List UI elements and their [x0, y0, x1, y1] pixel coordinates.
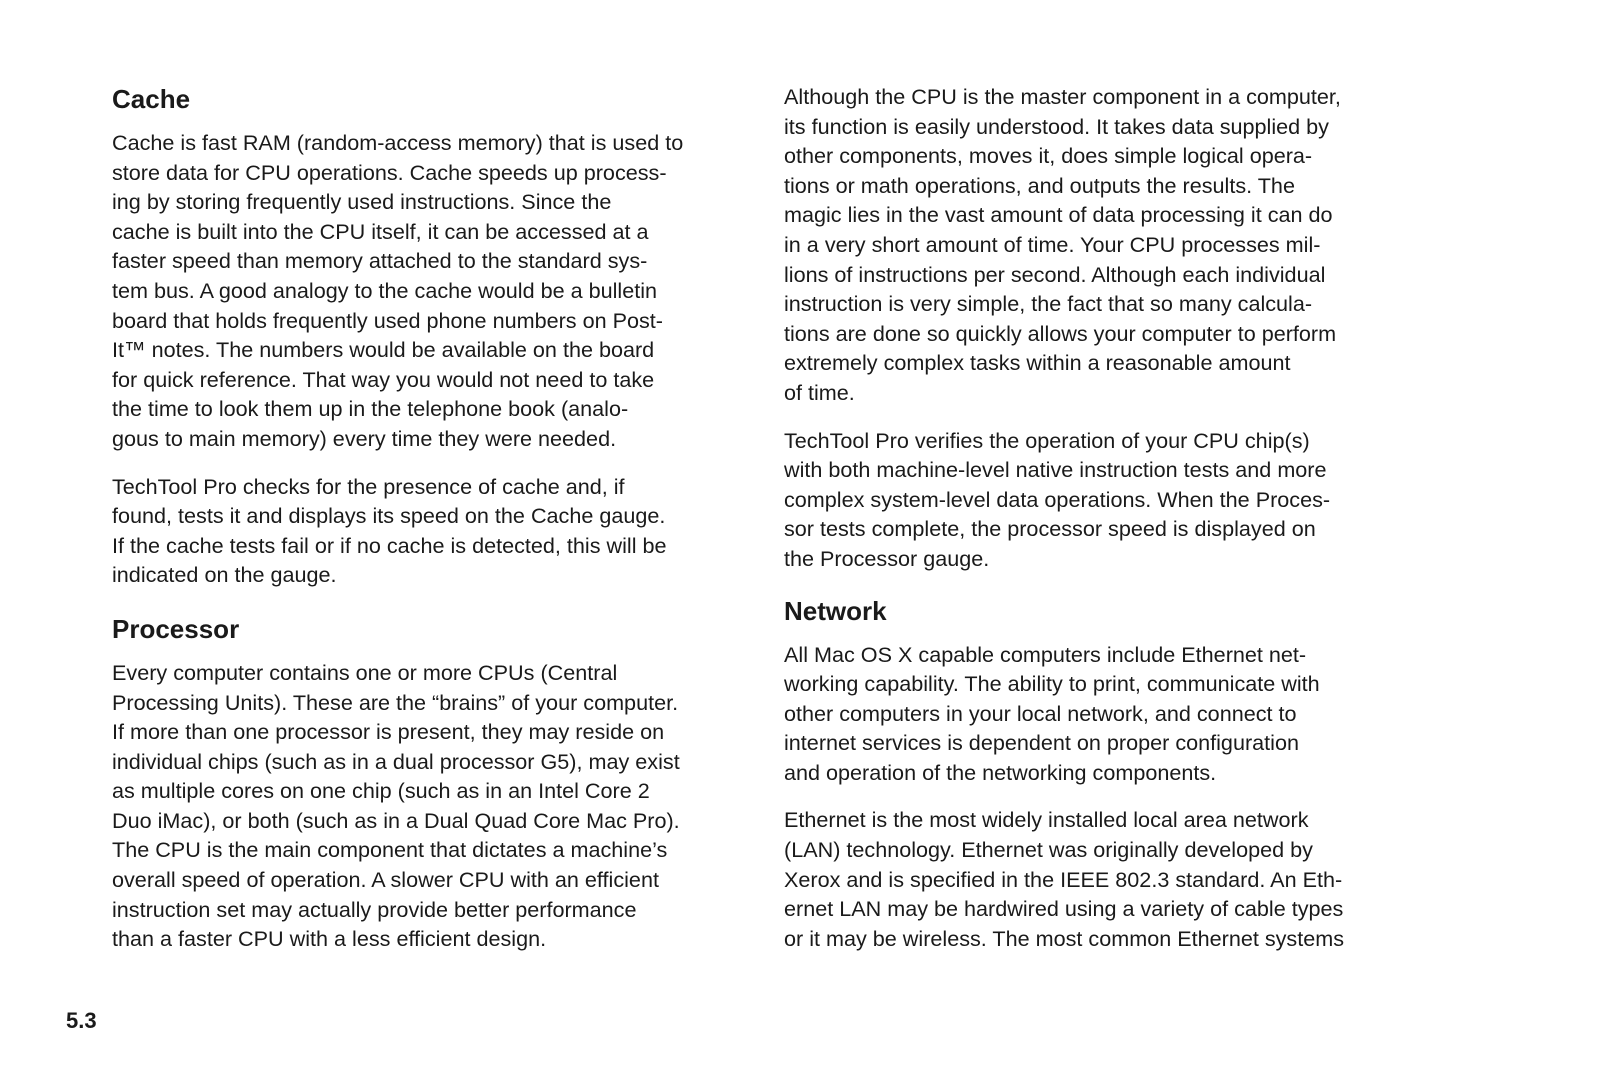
- text-line: Duo iMac), or both (such as in a Dual Quad Core Mac Pro).: [112, 807, 680, 833]
- text-line: TechTool Pro verifies the operation of your CPU chip(s): [784, 427, 1310, 453]
- text-line: instruction set may actually provide better performance: [112, 896, 637, 922]
- text-line: All Mac OS X capable computers include Ethernet net-: [784, 641, 1307, 667]
- text-line: ing by storing frequently used instructions. Since the: [112, 189, 612, 215]
- text-line: for quick reference. That way you would not need to take: [112, 366, 655, 392]
- text-line: Processing Units). These are the “brains” of your computer.: [112, 689, 679, 715]
- network-paragraph-1: [784, 640, 1390, 788]
- text-line: individual chips (such as in a dual processor G5), may exist: [112, 748, 680, 774]
- text-line: indicated on the gauge.: [112, 562, 337, 588]
- text-line: (LAN) technology. Ethernet was originally developed by: [784, 837, 1313, 863]
- text-line: store data for CPU operations. Cache speeds up process-: [112, 159, 667, 185]
- text-line: in a very short amount of time. Your CPU processes mil-: [784, 231, 1321, 257]
- text-line: Cache is fast RAM (random-access memory) that is used to: [112, 130, 684, 155]
- processor-paragraph-3: [784, 426, 1390, 574]
- text-line: tions or math operations, and outputs the results. The: [784, 172, 1295, 198]
- text-line: Although the CPU is the master component in a computer,: [784, 84, 1341, 109]
- text-line: sor tests complete, the processor speed is displayed on: [784, 516, 1316, 542]
- processor-heading: Processor: [112, 613, 240, 644]
- text-line: and operation of the networking components.: [784, 759, 1217, 785]
- cache-paragraph-2: [112, 472, 718, 590]
- page-number: 5.3: [66, 1008, 97, 1033]
- text-line: cache is built into the CPU itself, it can be accessed at a: [112, 218, 649, 244]
- text-line: tem bus. A good analogy to the cache would be a bulletin: [112, 277, 658, 303]
- text-line: the time to look them up in the telephone book (analo-: [112, 396, 629, 422]
- text-line: other components, moves it, does simple logical opera-: [784, 143, 1313, 169]
- text-line: the Processor gauge.: [784, 545, 990, 571]
- text-line: ernet LAN may be hardwired using a variety of cable types: [784, 896, 1344, 922]
- text-line: Xerox and is specified in the IEEE 802.3 standard. An Eth-: [784, 866, 1343, 892]
- text-line: than a faster CPU with a less efficient design.: [112, 926, 547, 952]
- text-line: Ethernet is the most widely installed local area network: [784, 807, 1309, 833]
- network-heading: Network: [784, 595, 887, 626]
- text-line: with both machine-level native instruction tests and more: [784, 457, 1327, 483]
- text-line: other computers in your local network, and connect to: [784, 700, 1297, 726]
- text-line: of time.: [784, 379, 855, 405]
- right-column: [784, 82, 1390, 971]
- cache-heading: Cache: [112, 84, 191, 114]
- text-line: TechTool Pro checks for the presence of cache and, if: [112, 473, 625, 499]
- text-line: instruction is very simple, the fact that so many calcula-: [784, 291, 1313, 317]
- text-line: magic lies in the vast amount of data processing it can do: [784, 202, 1333, 228]
- text-line: as multiple cores on one chip (such as in an Intel Core 2: [112, 778, 650, 804]
- processor-paragraph-1: [112, 658, 718, 954]
- text-line: faster speed than memory attached to the standard sys-: [112, 248, 648, 274]
- text-line: working capability. The ability to print, communicate with: [784, 671, 1320, 697]
- text-line: its function is easily understood. It takes data supplied by: [784, 113, 1329, 139]
- cache-paragraph-1: [112, 128, 718, 454]
- processor-paragraph-2: [784, 82, 1390, 408]
- text-line: or it may be wireless. The most common Ethernet systems: [784, 925, 1345, 951]
- text-line: complex system-level data operations. When the Proces-: [784, 486, 1331, 512]
- text-line: overall speed of operation. A slower CPU with an efficient: [112, 867, 659, 893]
- text-line: gous to main memory) every time they were needed.: [112, 425, 617, 451]
- text-line: tions are done so quickly allows your computer to perform: [784, 320, 1337, 346]
- text-line: If the cache tests fail or if no cache is detected, this will be: [112, 532, 667, 558]
- text-line: extremely complex tasks within a reasonable amount: [784, 350, 1291, 376]
- text-line: It™ notes. The numbers would be available on the board: [112, 337, 655, 363]
- left-column: [112, 82, 718, 972]
- text-line: lions of instructions per second. Although each individual: [784, 261, 1326, 287]
- text-line: board that holds frequently used phone numbers on Post-: [112, 307, 663, 333]
- network-paragraph-2: [784, 805, 1390, 953]
- text-line: The CPU is the main component that dictates a machine’s: [112, 837, 668, 863]
- text-line: found, tests it and displays its speed on the Cache gauge.: [112, 503, 666, 529]
- text-line: internet services is dependent on proper configuration: [784, 730, 1299, 756]
- text-line: If more than one processor is present, they may reside on: [112, 719, 665, 745]
- text-line: Every computer contains one or more CPUs (Central: [112, 659, 618, 685]
